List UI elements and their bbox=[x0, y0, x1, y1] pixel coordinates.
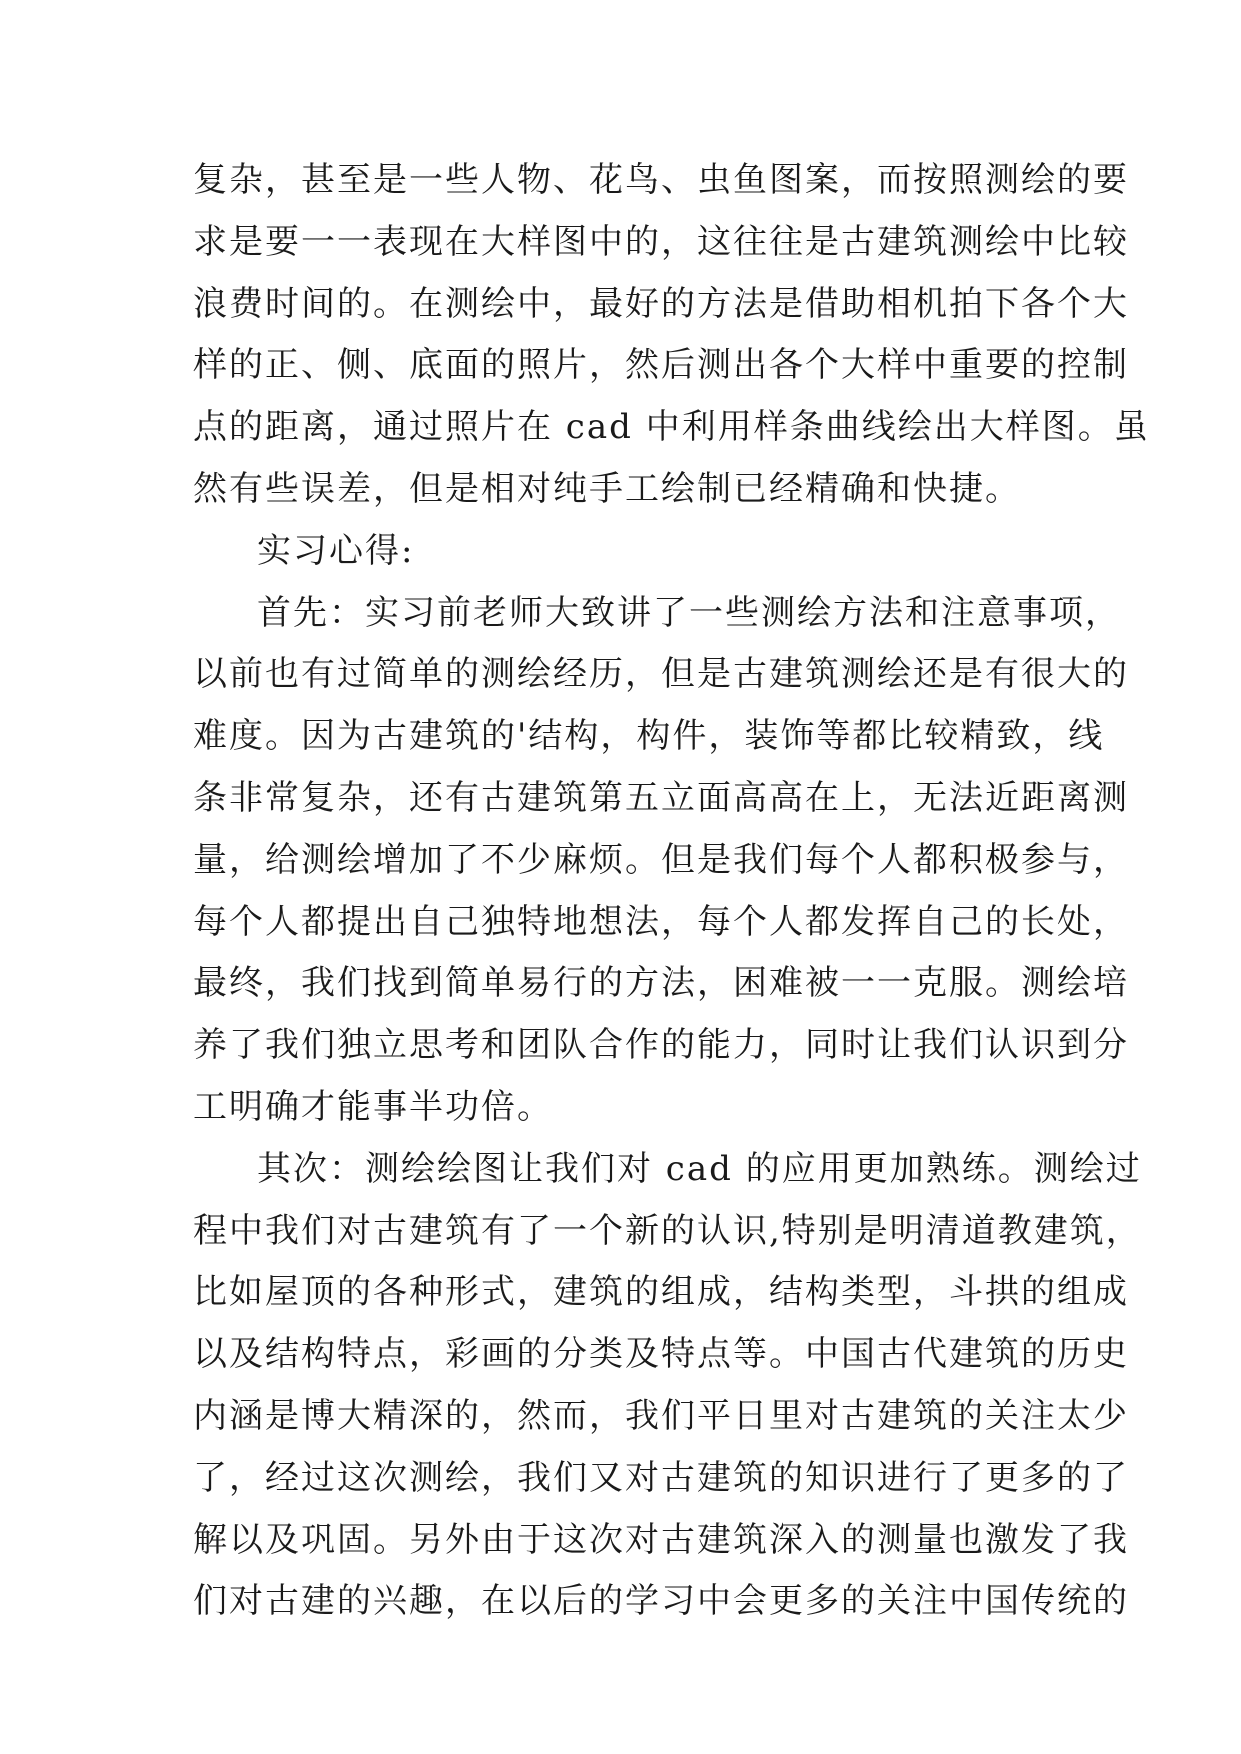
text-line: 点的距离，通过照片在 cad 中利用样条曲线绘出大样图。虽 bbox=[193, 407, 1150, 448]
text-line: 然有些误差，但是相对纯手工绘制已经精确和快捷。 bbox=[193, 468, 1021, 509]
text-line: 复杂，甚至是一些人物、花鸟、虫鱼图案，而按照测绘的要 bbox=[193, 160, 1129, 200]
text-line: 工明确才能事半功倍。 bbox=[193, 1086, 553, 1127]
text-line: 难度。因为古建筑的'结构，构件，装饰等都比较精致，线 bbox=[193, 716, 1105, 757]
text-line: 条非常复杂，还有古建筑第五立面高高在上，无法近距离测 bbox=[193, 777, 1129, 818]
text-line: 浪费时间的。在测绘中，最好的方法是借助相机拍下各个大 bbox=[193, 283, 1129, 324]
text-line: 养了我们独立思考和团队合作的能力，同时让我们认识到分 bbox=[193, 1025, 1129, 1066]
paragraph-first-line: 其次：测绘绘图让我们对 cad 的应用更加熟练。测绘过 bbox=[257, 1148, 1142, 1189]
text-line: 程中我们对古建筑有了一个新的认识,特别是明清道教建筑， bbox=[193, 1210, 1142, 1251]
text-line: 们对古建的兴趣，在以后的学习中会更多的关注中国传统的 bbox=[193, 1581, 1129, 1622]
text-line: 量，给测绘增加了不少麻烦。但是我们每个人都积极参与， bbox=[193, 839, 1129, 880]
text-line: 以及结构特点，彩画的分类及特点等。中国古代建筑的历史 bbox=[193, 1334, 1129, 1375]
text-line: 解以及巩固。另外由于这次对古建筑深入的测量也激发了我 bbox=[193, 1519, 1129, 1560]
text-line: 内涵是博大精深的，然而，我们平日里对古建筑的关注太少 bbox=[193, 1395, 1129, 1436]
paragraph-first-line: 首先：实习前老师大致讲了一些测绘方法和注意事项， bbox=[257, 592, 1121, 633]
text-line: 样的正、侧、底面的照片，然后测出各个大样中重要的控制 bbox=[193, 345, 1129, 386]
text-line: 比如屋顶的各种形式，建筑的组成，结构类型，斗拱的组成 bbox=[193, 1272, 1129, 1313]
text-line: 求是要一一表现在大样图中的，这往往是古建筑测绘中比较 bbox=[193, 221, 1129, 262]
text-line: 最终，我们找到简单易行的方法，困难被一一克服。测绘培 bbox=[193, 963, 1129, 1004]
document-body bbox=[193, 150, 1150, 1633]
text-line: 以前也有过简单的测绘经历，但是古建筑测绘还是有很大的 bbox=[193, 654, 1129, 695]
text-line: 了，经过这次测绘，我们又对古建筑的知识进行了更多的了 bbox=[193, 1457, 1129, 1498]
text-line: 每个人都提出自己独特地想法，每个人都发挥自己的长处， bbox=[193, 901, 1129, 942]
section-heading: 实习心得: bbox=[257, 530, 415, 571]
